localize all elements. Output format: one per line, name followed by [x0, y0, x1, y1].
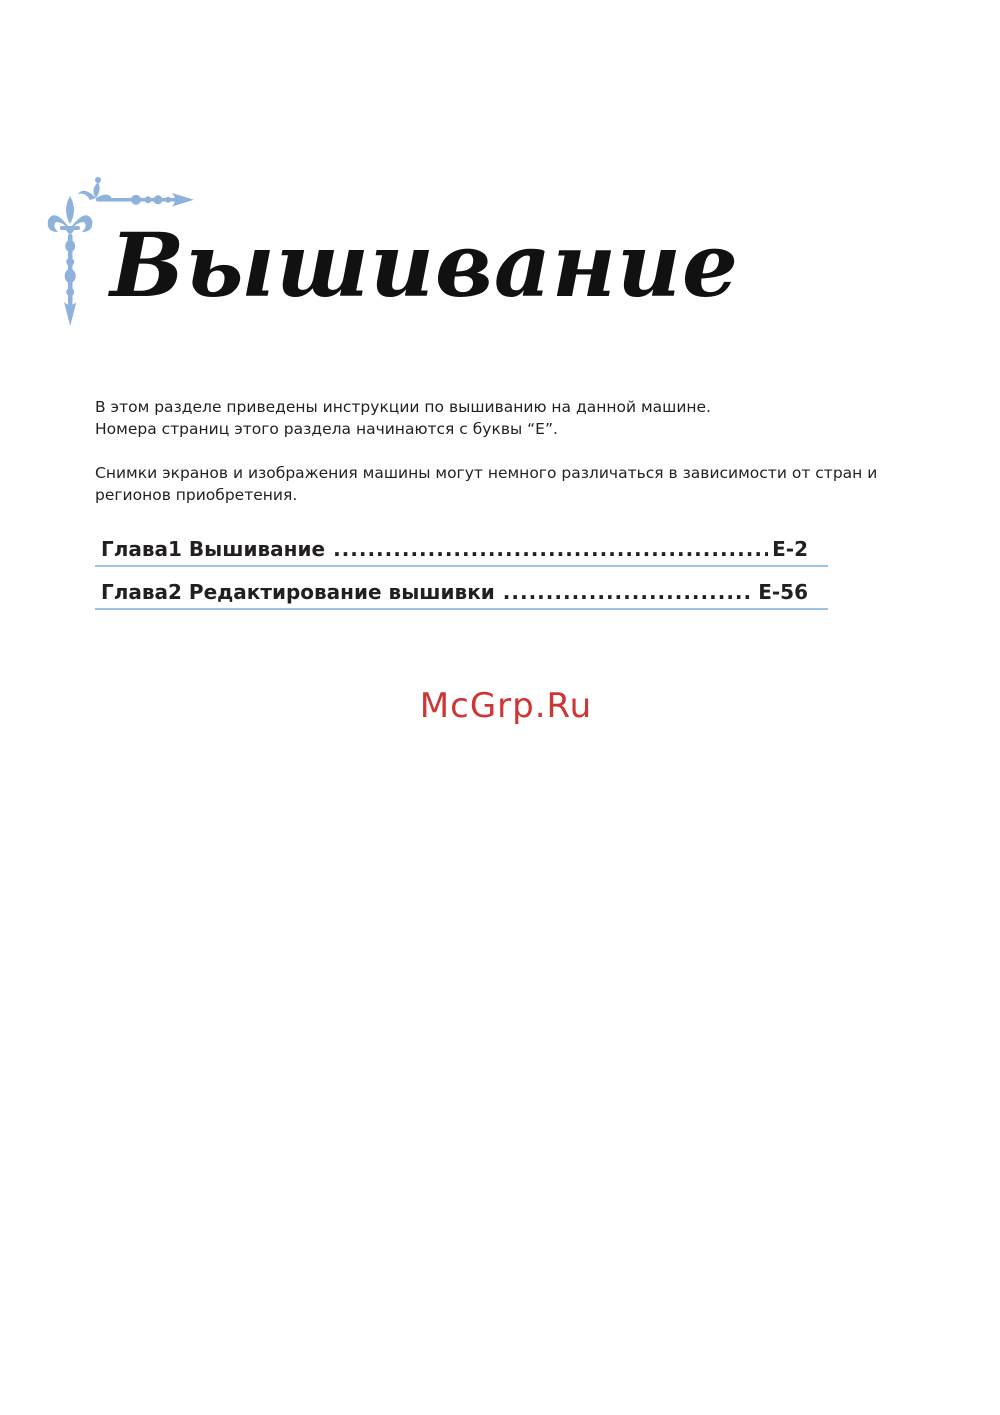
toc-entry-page: E-56	[758, 580, 808, 604]
intro-note: Снимки экранов и изображения машины могут немного различаться в зависимости от стран и регионов приобретения.	[95, 464, 878, 504]
toc-entry-label: Глава2 Редактирование вышивки	[101, 580, 495, 604]
table-of-contents	[95, 524, 828, 610]
toc-entry-page: E-2	[772, 537, 808, 561]
intro-line-2: Номера страниц этого раздела начинаются с буквы “E”.	[95, 420, 558, 438]
intro-line-1: В этом разделе приведены инструкции по вышиванию на данной машине.	[95, 398, 711, 416]
page-title: Вышивание	[110, 213, 739, 317]
toc-entry-chapter-1[interactable]	[95, 524, 828, 567]
toc-entry-chapter-2[interactable]	[95, 567, 828, 610]
toc-entry-label: Глава1 Вышивание	[101, 537, 326, 561]
intro-text	[95, 396, 915, 506]
toc-dot-leader	[503, 580, 754, 604]
toc-dot-leader	[333, 537, 768, 561]
watermark-text: McGrp.Ru	[419, 686, 593, 726]
